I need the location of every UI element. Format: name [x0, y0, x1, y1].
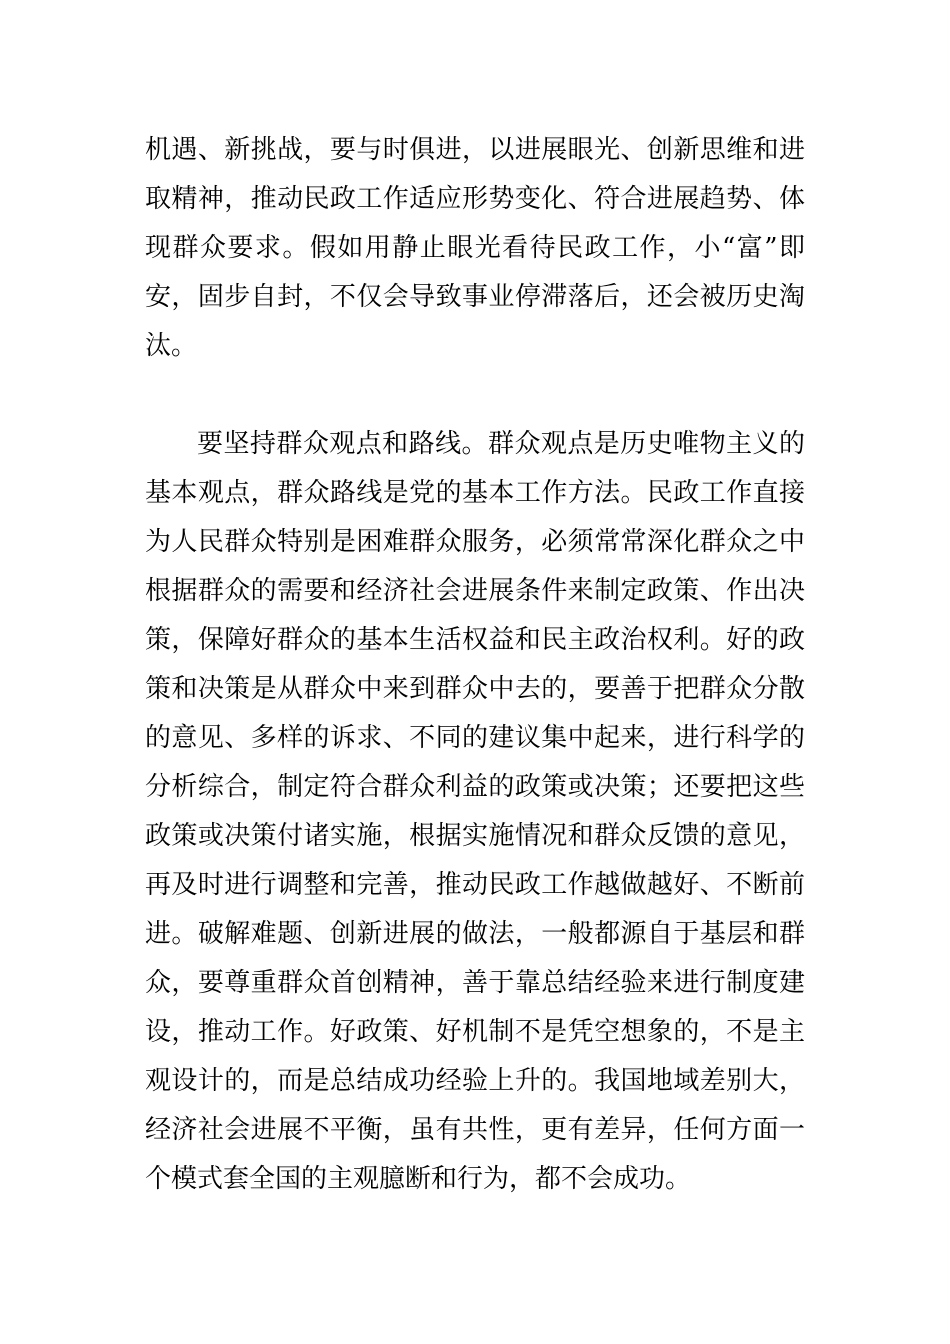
paragraph-continuation: 机遇、新挑战，要与时俱进，以进展眼光、创新思维和进取精神，推动民政工作适应形势变化、符合进展趋势、体现群众要求。假如用静止眼光看待民政工作，小“富”即安，固步自封，不仅会导致事业停滞落后，还会被历史淘汰。 — [145, 135, 805, 361]
paragraph-mass-line: 要坚持群众观点和路线。群众观点是历史唯物主义的基本观点，群众路线是党的基本工作方法。民政工作直接为人民群众特别是困难群众服务，必须常常深化群众之中根据群众的需要和经济社会进展条件来制定政策、作出决策，保障好群众的基本生活权益和民主政治权利。好的政策和决策是从群众中来到群众中去的，要善于把群众分散的意见、多样的诉求、不同的建议集中起来，进行科学的分析综合，制定符合群众利益的政策或决策；还要把这些政策或决策付诸实施，根据实施情况和群众反馈的意见，再及时进行调整和完善，推动民政工作越做越好、不断前进。破解难题、创新进展的做法，一般都源自于基层和群众，要尊重群众首创精神，善于靠总结经验来进行制度建设，推动工作。好政策、好机制不是凭空想象的，不是主观设计的，而是总结成功经验上升的。我国地域差别大，经济社会进展不平衡，虽有共性，更有差异，任何方面一个模式套全国的主观臆断和行为，都不会成功。 — [145, 429, 805, 1194]
